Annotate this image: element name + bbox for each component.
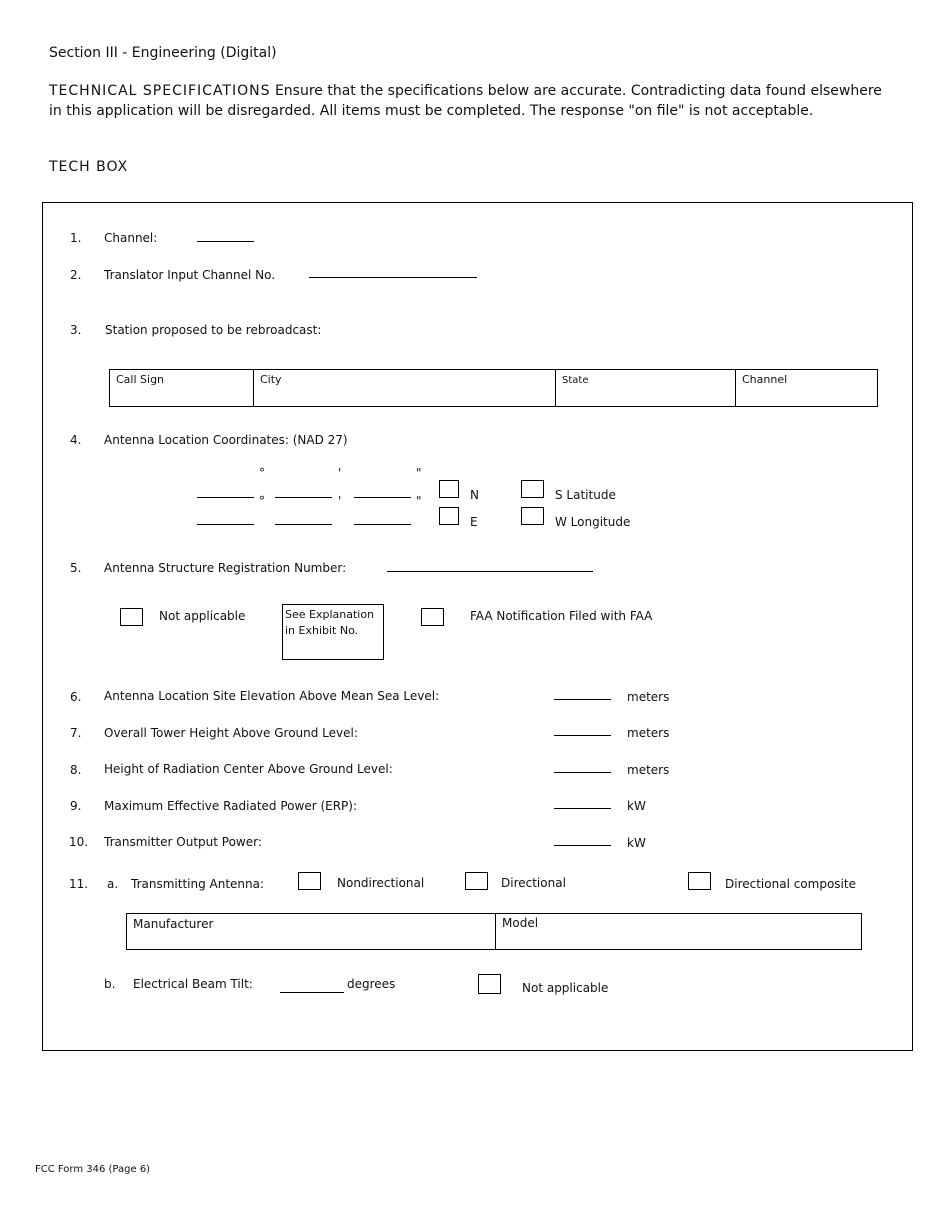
item-4-number: 4. <box>70 433 82 447</box>
city-label: City <box>260 373 282 386</box>
latitude-minutes-input[interactable] <box>275 497 332 498</box>
see-explanation-box[interactable] <box>282 604 384 660</box>
item-7-number: 7. <box>70 726 82 740</box>
channel-cell[interactable] <box>736 370 877 406</box>
item-3-number: 3. <box>70 323 82 337</box>
degree-symbol: ° <box>259 466 265 480</box>
degree-symbol: ° <box>259 494 265 508</box>
item-1-label: Channel: <box>104 231 158 245</box>
intro-text: Ensure that the specifications below are accurate. Contradicting data found elsewhere in this application will be disregarded. All items must be completed. The response "on file" is not acceptable. <box>49 83 882 119</box>
channel-input[interactable] <box>197 241 254 242</box>
manufacturer-cell[interactable] <box>127 914 496 949</box>
latitude-degrees-input[interactable] <box>197 497 254 498</box>
see-explanation-line-2: in Exhibit No. <box>285 624 359 637</box>
item-9-number: 9. <box>70 799 82 813</box>
item-9-label: Maximum Effective Radiated Power (ERP): <box>104 799 358 813</box>
section-title: Section III - Engineering (Digital) <box>49 45 277 61</box>
item-11-number: 11. <box>69 877 89 891</box>
item-8-number: 8. <box>70 763 82 777</box>
asr-not-applicable-label: Not applicable <box>159 609 246 623</box>
west-longitude-label: W Longitude <box>555 515 631 529</box>
see-explanation-line-1: See Explanation <box>285 608 375 621</box>
south-latitude-label: S Latitude <box>555 488 616 502</box>
tech-box-title: TECH BOX <box>49 159 129 175</box>
north-checkbox[interactable] <box>439 480 459 498</box>
tower-height-input[interactable] <box>554 735 611 736</box>
item-7-unit: meters <box>627 726 670 740</box>
asr-not-applicable-checkbox[interactable] <box>120 608 143 626</box>
item-6-number: 6. <box>70 690 82 704</box>
longitude-minutes-input[interactable] <box>275 524 332 525</box>
directional-composite-label: Directional composite <box>725 877 856 891</box>
item-6-unit: meters <box>627 690 670 704</box>
north-label: N <box>470 488 479 502</box>
longitude-degrees-input[interactable] <box>197 524 254 525</box>
state-label: State <box>562 375 589 386</box>
beam-tilt-not-applicable-checkbox[interactable] <box>478 974 501 994</box>
asr-number-input[interactable] <box>387 571 593 572</box>
nondirectional-checkbox[interactable] <box>298 872 321 890</box>
intro-heading: TECHNICAL SPECIFICATIONS <box>49 83 271 99</box>
item-3-label: Station proposed to be rebroadcast: <box>105 323 322 337</box>
minute-symbol: ' <box>338 466 342 480</box>
directional-label: Directional <box>501 876 566 890</box>
item-10-unit: kW <box>627 836 646 850</box>
faa-notification-checkbox[interactable] <box>421 608 444 626</box>
directional-composite-checkbox[interactable] <box>688 872 711 890</box>
site-elevation-input[interactable] <box>554 699 611 700</box>
model-cell[interactable] <box>496 914 861 949</box>
channel-label: Channel <box>742 373 788 386</box>
item-8-label: Height of Radiation Center Above Ground Level: <box>104 762 393 776</box>
intro-paragraph <box>49 81 889 121</box>
item-4-label: Antenna Location Coordinates: (NAD 27) <box>104 433 348 447</box>
beam-tilt-unit: degrees <box>347 977 396 991</box>
item-8-unit: meters <box>627 763 670 777</box>
east-label: E <box>470 515 478 529</box>
item-5-label: Antenna Structure Registration Number: <box>104 561 347 575</box>
item-11a-label: Transmitting Antenna: <box>131 877 265 891</box>
second-symbol: " <box>416 494 422 508</box>
item-10-number: 10. <box>69 835 89 849</box>
latitude-seconds-input[interactable] <box>354 497 411 498</box>
item-5-number: 5. <box>70 561 82 575</box>
erp-input[interactable] <box>554 808 611 809</box>
item-2-number: 2. <box>70 268 82 282</box>
item-7-label: Overall Tower Height Above Ground Level: <box>104 726 358 740</box>
west-longitude-checkbox[interactable] <box>521 507 544 525</box>
call-sign-label: Call Sign <box>116 373 165 386</box>
radiation-center-height-input[interactable] <box>554 772 611 773</box>
item-11b-label: Electrical Beam Tilt: <box>133 977 253 991</box>
directional-checkbox[interactable] <box>465 872 488 890</box>
item-11a-letter: a. <box>107 877 119 891</box>
faa-notification-label: FAA Notification Filed with FAA <box>470 609 653 623</box>
item-6-label: Antenna Location Site Elevation Above Mean Sea Level: <box>104 689 440 703</box>
second-symbol: " <box>416 466 422 480</box>
antenna-table <box>126 913 862 950</box>
translator-input-channel-input[interactable] <box>309 277 477 278</box>
beam-tilt-input[interactable] <box>280 992 344 993</box>
beam-tilt-not-applicable-label: Not applicable <box>522 981 609 995</box>
south-latitude-checkbox[interactable] <box>521 480 544 498</box>
item-11b-letter: b. <box>104 977 116 991</box>
minute-symbol: ' <box>338 494 342 508</box>
transmitter-output-power-input[interactable] <box>554 845 611 846</box>
city-cell[interactable] <box>254 370 556 406</box>
footer: FCC Form 346 (Page 6) <box>35 1164 151 1175</box>
longitude-seconds-input[interactable] <box>354 524 411 525</box>
nondirectional-label: Nondirectional <box>337 876 425 890</box>
item-2-label: Translator Input Channel No. <box>104 268 276 282</box>
item-10-label: Transmitter Output Power: <box>104 835 262 849</box>
station-table <box>109 369 878 407</box>
east-checkbox[interactable] <box>439 507 459 525</box>
call-sign-cell[interactable] <box>110 370 254 406</box>
model-label: Model <box>502 916 539 930</box>
manufacturer-label: Manufacturer <box>133 917 214 931</box>
state-cell[interactable] <box>556 370 736 406</box>
item-1-number: 1. <box>70 231 82 245</box>
item-9-unit: kW <box>627 799 646 813</box>
